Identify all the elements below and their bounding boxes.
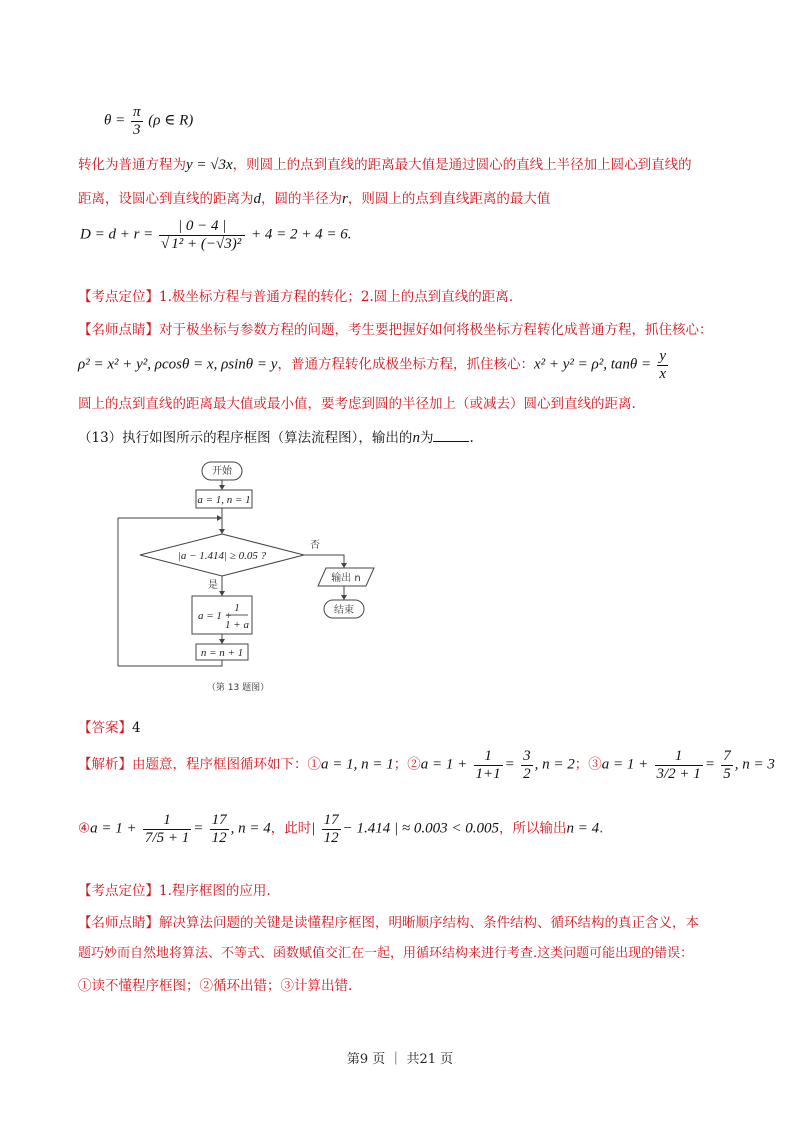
kaodian-1: 【考点定位】1.极坐标方程与普通方程的转化；2.圆上的点到直线的距离. (78, 289, 514, 305)
mingshi-2-line-3: ①读不懂程序框图；②循环出错；③计算出错. (78, 978, 353, 994)
distance-line: 距离，设圆心到直线的距离为d，圆的半径为r，则圆上的点到直线距离的最大值 (78, 191, 551, 207)
kaodian-2: 【考点定位】1.程序框图的应用. (78, 883, 271, 899)
flow-assign-label: a = 1 + (198, 610, 233, 622)
theta-equation: θ = $\frac{\pi}{3}$ (ρ ∈ R) (104, 104, 194, 138)
mingshi-2: 【名师点睛】解决算法问题的关键是读懂程序框图，明晰顺序结构、条件结构、循环结构的真正含义，本 (78, 915, 699, 931)
conversion-line: 转化为普通方程为y = √3x，则圆上的点到直线的距离最大值是通过圆心的直线上半径加上圆心到直线的 (78, 157, 692, 173)
flow-assign-num: 1 (234, 602, 240, 614)
pi-over-3: $\frac{\pi}{3}$ (133, 104, 141, 138)
mingshi-2-line-2: 题巧妙而自然地将算法、不等式、函数赋值交汇在一起，用循环结构来进行考查.这类问题可能出现的错误： (78, 946, 694, 961)
flow-end-label: 结束 (334, 605, 354, 616)
flow-assign-den: 1 + a (225, 619, 249, 631)
answer-line: 【答案】4 (78, 720, 141, 736)
flow-caption: （第 13 题图） (206, 683, 270, 693)
mingshi-1: 【名师点睛】对于极坐标与参数方程的问题，考生要把握好如何将极坐标方程转化成普通方程，抓住核心： (78, 322, 713, 338)
flowchart (112, 458, 412, 698)
flow-start-label: 开始 (212, 466, 232, 477)
question-13: （13）执行如图所示的程序框图（算法流程图），输出的n为 . (78, 430, 474, 446)
max-distance-formula: D = d + r = $\frac{| 0 - 4 |}{\text{√ 1² + (−√3)²}}$ + 4 = 2 + 4 = 6. (80, 218, 352, 252)
flow-condition-label: |a − 1.414| ≥ 0.05 ? (177, 550, 267, 562)
analysis-line-1: 【解析】由题意，程序框图循环如下：①a = 1, n = 1；②a = 1 + $\frac{1}{1+1}$ = $\frac{3}{2}$ , n = 2；③a = 1 + $\frac{1}{3/2 + 1}$ = $\frac{7}{5}$ , n = 3 (78, 748, 775, 782)
flow-output-label: 输出 n (331, 573, 361, 584)
flow-increment-label: n = n + 1 (200, 647, 244, 659)
analysis-line-2: ④a = 1 + $\frac{1}{7/5 + 1}$ = $\frac{17}{12}$ , n = 4，此时| $\frac{17}{12}$ − 1.414 | ≈ 0.003 < 0.005，所以输出n = 4. (78, 812, 604, 846)
mingshi-1-formula: ρ² = x² + y², ρcosθ = x, ρsinθ = y，普通方程转化成极坐标方程，抓住核心：x² + y² = ρ², tanθ = $\frac{y}{x}$ (78, 348, 667, 382)
flow-no-label: 否 (310, 540, 320, 551)
flow-yes-label: 是 (208, 580, 218, 591)
answer-blank (433, 429, 469, 442)
page-footer: 第9 页 ｜ 共21 页 (346, 1052, 454, 1067)
flow-init-label: a = 1, n = 1 (197, 494, 251, 506)
mingshi-1-last: 圆上的点到直线的距离最大值或最小值，要考虑到圆的半径加上（或减去）圆心到直线的距离. (78, 396, 636, 412)
